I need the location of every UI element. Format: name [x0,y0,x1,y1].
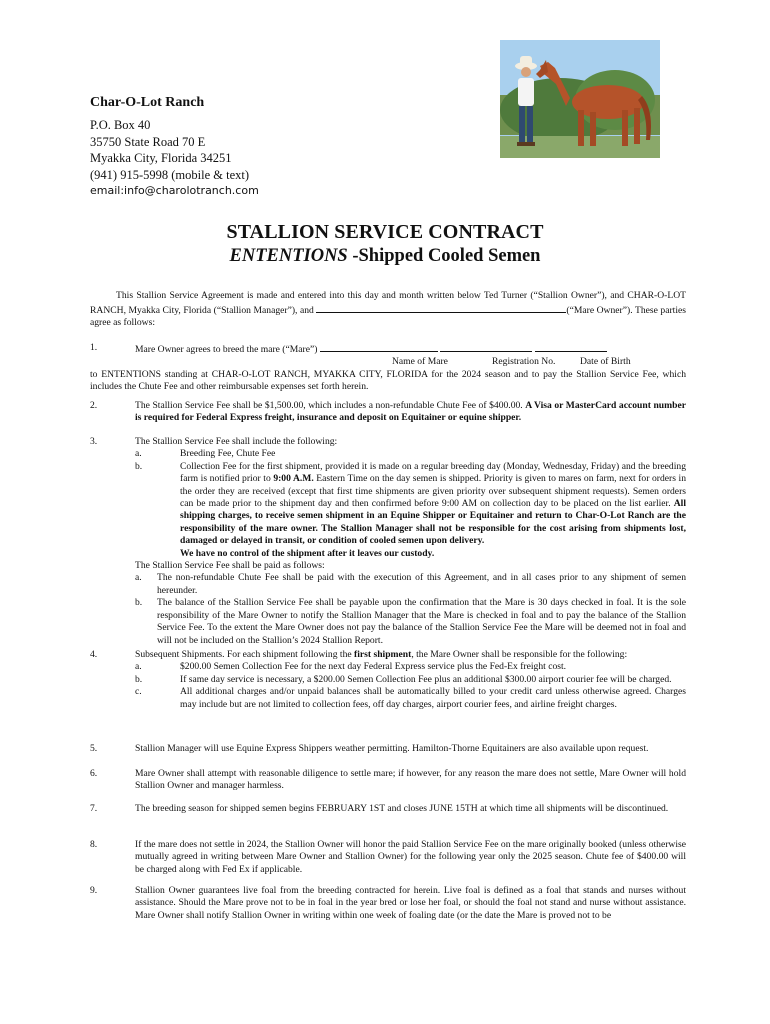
clause-text: If the mare does not settle in 2024, the Stallion Owner will honor the paid Stallion Service Fee on the mare originally booked (unless otherwise mutually agreed in writing between Mare Owner and Stallion Owner) for the following year only the 2025 season. Chute fee of $400.00 will be charged along with Fed Ex if applicable. [135,839,686,875]
clause-text: Stallion Owner guarantees live foal from the breeding contracted for herein. Live foal is defined as a foal that stands and nurses without assistance. Should the Mare prove not to be in foal in the year bred or lose her foal, or should the foal not stand and nurse without assistance. Mare Owner shall notify Stallion Owner in writing within one week of foaling date (or the date the Mare is proved not to be [135,885,686,921]
ranch-street: 35750 State Road 70 E [90,134,206,149]
item-text: Breeding Fee, Chute Fee [180,448,276,460]
registration-number-blank[interactable] [440,342,532,352]
clause-4-item-b [135,674,686,686]
item-b-custody-notice: We have no control of the shipment after it leaves our custody. [180,547,435,559]
clause-3-item-a [135,448,686,460]
clause-number: 2. [90,400,98,411]
ranch-city: Myakka City, Florida 34251 [90,151,232,165]
payment-item-b [135,597,686,647]
item-letter: b. [135,597,143,609]
item-text: If same day service is necessary, a $200.00 Semen Collection Fee plus an additional $300.00 airport courier fee will be charged. [180,673,672,685]
clause-5 [90,743,686,755]
item-letter: a. [135,661,142,673]
item-letter: b. [135,460,143,472]
caption-registration-no: Registration No. [492,356,556,368]
intro-paragraph [90,290,686,330]
clause-number: 4. [90,649,98,660]
clause-3-item-b [135,461,686,560]
item-letter: b. [135,673,143,685]
item-letter: a. [135,448,142,460]
contract-title: STALLION SERVICE CONTRACT [226,221,544,243]
ranch-address-block [90,95,420,200]
intro-text-part2: (“Mare Owner”). These parties agree as follows: [90,304,686,329]
item-text: All additional charges and/or unpaid balances shall be automatically billed to your credit card unless otherwise agreed. Charges may include but are not limited to collection fees, off day charges, airport courier fees, and airline freight charges. [180,686,686,710]
stallion-photo [500,40,660,158]
item-b-text-1: Collection Fee for the first shipment, provided it is made on a regular breeding day (Monday, Wednesday, Friday) and the breeding farm is notified prior to [180,460,686,485]
clause-4-item-c [135,686,686,711]
clause-4-lead-2: , the Mare Owner shall be responsible for the following: [411,649,628,660]
clause-text [135,400,686,425]
item-text: The balance of the Stallion Service Fee shall be payable upon the confirmation that the Mare is 30 days checked in foal. It is the sole responsibility of the Mare Owner to notify the Stallion Manager that the Mare is checked in foal and to pay the balance of the Stallion Service Fee. To the extent the Mare Owner does not pay the balance of the Stallion Service Fee the Mare will be deemed not in foal and will not be included on the Stallion’s 2024 Stallion Report. [157,597,686,646]
clause-number: 6. [90,768,98,779]
caption-name-of-mare: Name of Mare [392,356,448,368]
item-letter: c. [135,686,142,698]
clause-1-tail: to ENTENTIONS standing at CHAR-O-LOT RANCH, MYAKKA CITY, FLORIDA for the 2024 season and to pay the Stallion Service Fee, which includes the Chute Fee and other reimbursable expenses set forth herein. [90,368,686,393]
clause-number: 5. [90,743,98,754]
clause-3 [90,436,686,647]
clause-8 [90,839,686,876]
item-b-time: 9:00 A.M. [273,473,314,485]
contract-heading [0,220,770,268]
clause-4-lead-bold: first shipment [354,649,412,660]
clause-2-bold: A Visa or MasterCard account number is required for Federal Express freight, insurance and deposit on Equitainer or equine shipper. [135,400,686,424]
clause-3-payment-items [135,572,686,646]
caption-date-of-birth: Date of Birth [580,356,631,368]
clause-text: The breeding season for shipped semen begins FEBRUARY 1ST and closes JUNE 15TH at which time all shipments will be discontinued. [135,803,669,814]
ranch-phone: (941) 915-5998 (mobile & text) [90,167,249,182]
date-of-birth-blank[interactable] [535,342,607,352]
mare-name-blank[interactable] [320,342,438,352]
ranch-name: Char-O-Lot Ranch [90,95,205,110]
ranch-email: email:info@charolotranch.com [90,184,259,197]
clause-text: Stallion Manager will use Equine Express Shippers weather permitting. Hamilton-Thorne Equitainers are also available upon request. [135,743,649,754]
clause-2 [90,400,686,425]
clause-4-item-a [135,661,686,673]
clause-text [135,342,686,356]
item-text: The non-refundable Chute Fee shall be paid with the execution of this Agreement, and in all cases prior to any shipment of semen hereunder. [157,572,686,596]
item-letter: a. [135,572,142,584]
payment-item-a [135,572,686,597]
clause-number: 9. [90,885,98,896]
clause-text: Mare Owner shall attempt with reasonable diligence to settle mare; if however, for any reason the mare does not settle, Mare Owner will hold Stallion Owner and manager harmless. [135,768,686,792]
clause-7 [90,803,686,815]
clause-3-lead: The Stallion Service Fee shall include the following: [135,436,338,447]
clause-text [135,436,686,560]
ranch-po-box: P.O. Box 40 [90,118,151,132]
clause-6 [90,768,686,793]
clause-9 [90,885,686,922]
clause-text [135,649,686,711]
clause-number: 7. [90,803,98,814]
item-b-text-2: Eastern Time on the day semen is shipped. Priority is given to mares on farm, next for orders in the order they are received (except that first time shipments are given priority over subsequent shipment requests). Semen orders can be made prior to the shipment day and then confirmed before 9:00 AM on collection day to be placed on the list earlier. [180,473,687,510]
clause-1 [90,342,686,394]
clause-4-lead-1: Subsequent Shipments. For each shipment following the [135,649,355,660]
clause-4 [90,649,686,711]
clause-number: 8. [90,839,98,850]
clause-2-plain: The Stallion Service Fee shall be $1,500.00, which includes a non-refundable Chute Fee of $400.00. [135,400,526,411]
clause-number: 1. [90,342,98,353]
item-text [180,461,686,560]
stallion-name: ENTENTIONS [229,246,348,266]
mare-owner-name-blank[interactable] [316,303,566,313]
item-b-bold-notice: All shipping charges, to receive semen shipment in an Equine Shipper or Equitainer and return to Char-O-Lot Ranch are the responsibility of the mare owner. The Stallion Manager shall not be responsible for the cost arising from shipments lost, damaged or delayed in transit, or condition of cooled semen upon delivery. [180,498,686,547]
clause-4-lead [135,649,686,661]
blank-captions [90,356,686,368]
subtitle-rest: -Shipped Cooled Semen [347,246,541,266]
clause-number: 3. [90,436,98,447]
clause-3-paid-lead: The Stallion Service Fee shall be paid as follows: [135,560,325,572]
item-text: $200.00 Semen Collection Fee for the next day Federal Express service plus the Fed-Ex freight cost. [180,661,567,673]
intro-text-part1: This Stallion Service Agreement is made and entered into this day and month written below Ted Turner (“Stallion Owner”), and CHAR-O-LOT RANCH, Myakka City, Florida (“Stallion Manager”), and [90,290,686,316]
contract-subtitle [0,244,770,268]
horse-and-handler-illustration [500,40,660,158]
clause-1-lead: Mare Owner agrees to breed the mare (“Mare”) [135,344,318,355]
